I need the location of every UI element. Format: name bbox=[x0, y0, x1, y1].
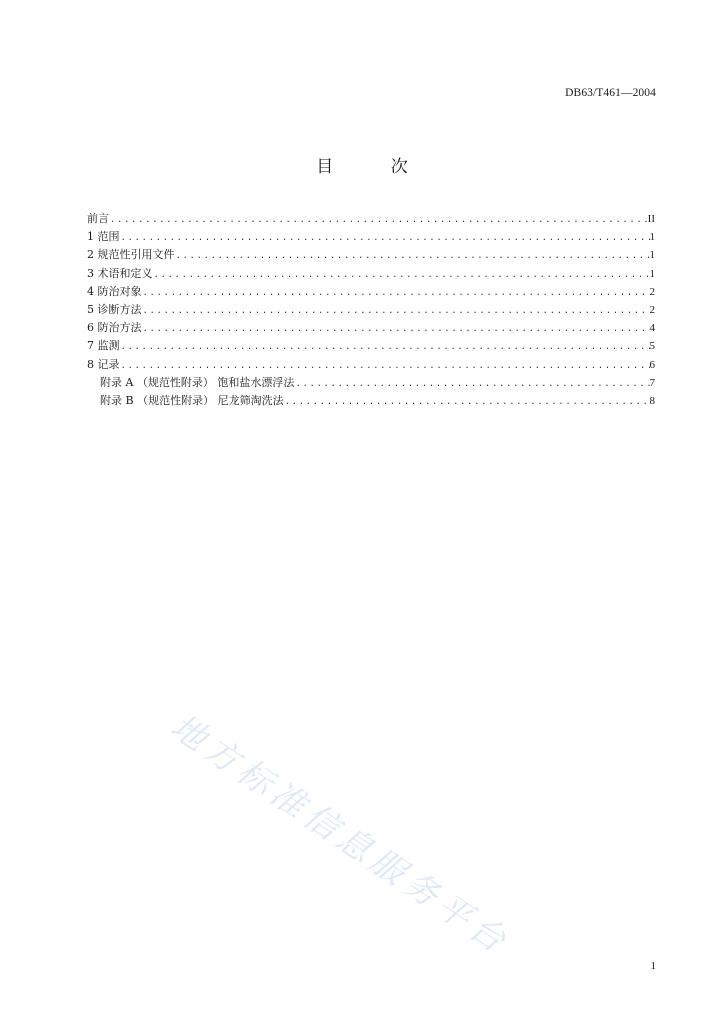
toc-entry-page: 6 bbox=[649, 358, 655, 371]
toc-entry-page: 1 bbox=[649, 231, 655, 244]
toc-leader-dots bbox=[284, 397, 650, 407]
toc-entry-page: 8 bbox=[649, 394, 655, 407]
toc-leader-dots bbox=[175, 251, 650, 261]
toc-leader-dots bbox=[109, 215, 648, 225]
toc-entry-label: 2 规范性引用文件 bbox=[87, 248, 175, 262]
toc-leader-dots bbox=[142, 306, 650, 316]
toc-leader-dots bbox=[294, 379, 649, 389]
document-header-code: DB63/T461—2004 bbox=[565, 87, 656, 99]
toc-entry-scope[interactable] bbox=[87, 228, 655, 246]
toc-leader-dots bbox=[142, 324, 650, 334]
toc-leader-dots bbox=[120, 342, 650, 352]
toc-leader-dots bbox=[153, 270, 650, 280]
toc-entry-foreword[interactable] bbox=[87, 210, 655, 228]
toc-entry-page: 2 bbox=[649, 303, 655, 316]
toc-entry-page: 5 bbox=[649, 340, 655, 353]
toc-title: 目 次 bbox=[316, 157, 434, 177]
toc-entry-diagnosis-methods[interactable] bbox=[87, 301, 655, 319]
toc-entry-label: 5 诊断方法 bbox=[87, 302, 142, 316]
toc-entry-label: 7 监测 bbox=[87, 339, 120, 353]
toc-entry-appendix-a[interactable] bbox=[87, 374, 655, 392]
toc-entry-label: 6 防治方法 bbox=[87, 321, 142, 335]
page-number: 1 bbox=[650, 960, 656, 972]
toc-entry-normative-references[interactable] bbox=[87, 246, 655, 264]
toc-entry-page: II bbox=[647, 213, 655, 225]
toc-entry-appendix-b[interactable] bbox=[87, 392, 655, 410]
toc-entry-label: 3 术语和定义 bbox=[87, 266, 153, 280]
toc-entry-terms-definitions[interactable] bbox=[87, 265, 655, 283]
toc-entry-page: 2 bbox=[649, 285, 655, 298]
toc-leader-dots bbox=[120, 233, 650, 243]
toc-entry-label: 8 记录 bbox=[87, 357, 120, 371]
toc-leader-dots bbox=[142, 288, 650, 298]
toc-entry-label: 附录 A （规范性附录） 饱和盐水漂浮法 bbox=[100, 375, 295, 389]
toc-entry-label: 4 防治对象 bbox=[87, 284, 142, 298]
toc-entry-label: 1 范围 bbox=[87, 230, 120, 244]
table-of-contents bbox=[87, 210, 655, 410]
toc-entry-label: 附录 B （规范性附录） 尼龙筛淘洗法 bbox=[100, 393, 284, 407]
toc-entry-control-methods[interactable] bbox=[87, 319, 655, 337]
watermark: 地方标准信息服务平台 bbox=[163, 706, 518, 964]
toc-leader-dots bbox=[120, 361, 650, 371]
toc-entry-label: 前言 bbox=[87, 212, 109, 225]
toc-entry-control-objects[interactable] bbox=[87, 283, 655, 301]
toc-entry-page: 7 bbox=[649, 376, 655, 389]
toc-entry-monitoring[interactable] bbox=[87, 337, 655, 355]
toc-entry-page: 4 bbox=[649, 322, 655, 335]
toc-entry-records[interactable] bbox=[87, 356, 655, 374]
toc-entry-page: 1 bbox=[649, 249, 655, 262]
toc-entry-page: 1 bbox=[649, 267, 655, 280]
